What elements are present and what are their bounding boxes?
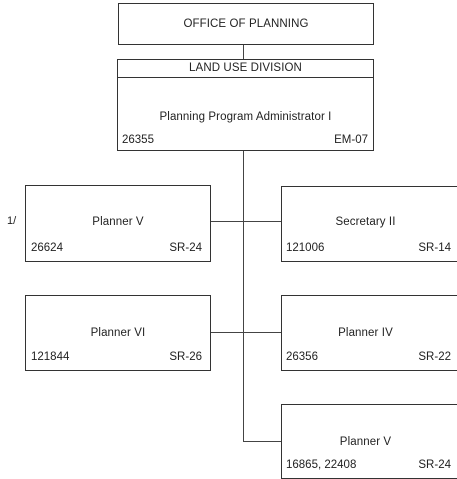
connector-right-row1	[243, 221, 281, 222]
position-grade: SR-26	[169, 351, 202, 363]
connector-right-row2	[243, 332, 281, 333]
division-box	[117, 59, 374, 151]
position-box-secretary-ii	[281, 186, 457, 262]
division-header-bar	[118, 60, 373, 78]
position-box-planner-iv	[281, 295, 457, 371]
position-number: 26356	[286, 351, 318, 363]
position-box-planner-vi	[25, 295, 211, 371]
office-box	[118, 3, 374, 45]
division-position-grade: EM-07	[334, 134, 368, 146]
position-number: 26624	[31, 242, 63, 254]
connector-main-spine	[243, 151, 244, 442]
position-grade: SR-24	[418, 459, 451, 471]
position-number: 121006	[286, 242, 325, 254]
position-grade: SR-14	[418, 242, 451, 254]
connector-right-row3	[243, 441, 281, 442]
footnote-marker: 1/	[7, 215, 17, 227]
division-position-number: 26355	[122, 134, 154, 146]
position-grade: SR-24	[169, 242, 202, 254]
position-box-planner-v-left	[25, 185, 211, 262]
connector-left-row1	[210, 221, 243, 222]
position-title: Planner V	[339, 436, 392, 448]
division-header: LAND USE DIVISION	[189, 62, 302, 74]
position-box-planner-v-right	[281, 404, 457, 479]
position-title: Secretary II	[335, 216, 396, 228]
position-number: 121844	[31, 351, 70, 363]
office-title: OFFICE OF PLANNING	[183, 18, 309, 30]
position-grade: SR-22	[418, 351, 451, 363]
connector-left-row2	[210, 332, 243, 333]
division-position-title: Planning Program Administrator I	[159, 111, 332, 123]
position-title: Planner V	[92, 216, 144, 228]
connector-office-division	[243, 45, 244, 59]
position-title: Planner IV	[338, 327, 393, 339]
position-title: Planner VI	[90, 327, 146, 339]
position-number: 16865, 22408	[286, 459, 357, 471]
